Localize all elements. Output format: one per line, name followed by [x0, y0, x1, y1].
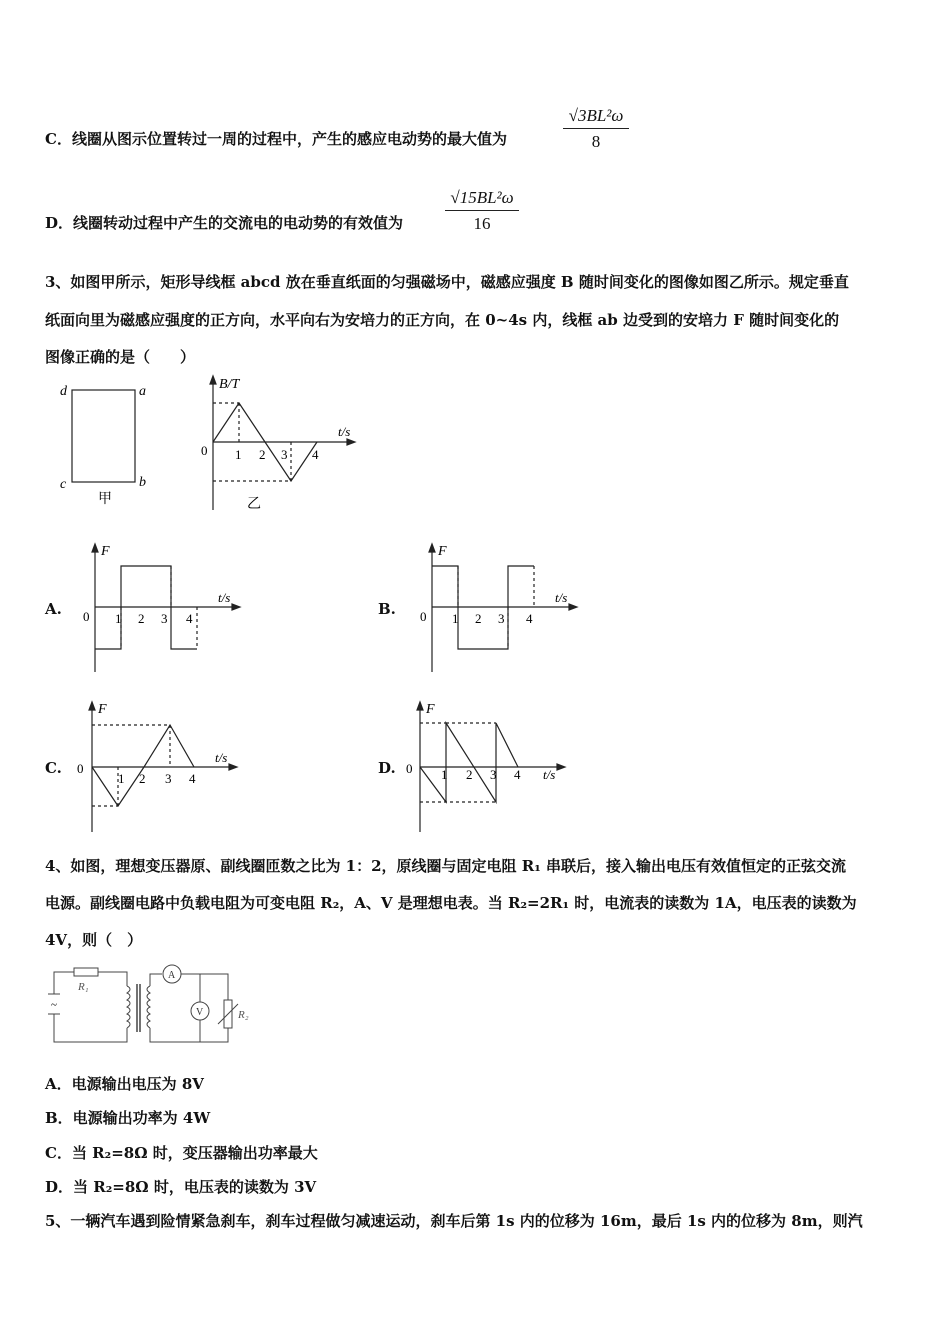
origin-label: 0 [201, 443, 208, 458]
caption-yi: 乙 [247, 497, 261, 512]
q2-option-d-fraction [445, 188, 519, 234]
wire [54, 1014, 127, 1042]
figure-jia [55, 380, 165, 510]
x-axis-arrow [232, 604, 240, 610]
x-axis-arrow [229, 764, 237, 770]
fraction-numerator: √3BL²ω [563, 106, 629, 129]
y-axis-arrow [417, 702, 423, 710]
option-label: D． [45, 214, 74, 232]
tick-label: 2 [138, 611, 145, 626]
tick-label: 3 [165, 771, 172, 786]
q4-option-d: D．当 R₂=8Ω 时，电压表的读数为 3V [45, 1178, 317, 1196]
q4-line-1: 4、如图，理想变压器原、副线圈匝数之比为 1：2，原线圈与固定电阻 R₁ 串联后，接入输出电压有效值恒定的正弦交流 [45, 857, 847, 875]
option-label: C． [45, 130, 72, 148]
y-axis-arrow [92, 544, 98, 552]
figure-yi [195, 372, 370, 514]
tick-label: 3 [281, 447, 288, 462]
fraction-numerator: √15BL²ω [445, 188, 519, 211]
option-text: 线圈转动过程中产生的交流电的电动势的有效值为 [73, 214, 404, 232]
x-axis-label: t/s [218, 590, 231, 605]
q2-option-c-fraction [563, 106, 629, 152]
option-a-label: A. [45, 600, 62, 618]
x-axis-label: t/s [555, 590, 568, 605]
tick-label: 2 [259, 447, 266, 462]
f-t-curve [420, 723, 518, 802]
option-b-graph[interactable] [412, 535, 582, 675]
option-text: 线圈从图示位置转过一周的过程中，产生的感应电动势的最大值为 [71, 130, 507, 148]
source-symbol: ~ [51, 999, 57, 1011]
secondary-coil [147, 986, 150, 1028]
wire [54, 972, 74, 994]
y-axis-label: F [98, 702, 107, 717]
q3-line-1: 3、如图甲所示，矩形导线框 abcd 放在垂直纸面的匀强磁场中，磁感应强度 B 随时间变化的图像如图乙所示。规定垂直 [45, 273, 849, 291]
f-t-curve [92, 725, 194, 806]
q4-option-a: A．电源输出电压为 8V [45, 1075, 204, 1093]
label-r1: R₁ [78, 981, 89, 993]
wire [98, 972, 127, 986]
origin-label: 0 [83, 609, 90, 624]
option-a-graph[interactable] [75, 535, 245, 675]
y-axis-arrow [429, 544, 435, 552]
q4-option-c: C．当 R₂=8Ω 时，变压器输出功率最大 [45, 1144, 318, 1162]
y-axis-label: B/T [219, 377, 240, 392]
primary-coil [127, 986, 130, 1028]
q4-line-3: 4V，则（ ） [45, 931, 143, 949]
label-d: d [60, 384, 67, 399]
fraction-denominator: 8 [591, 132, 601, 151]
x-axis-arrow [569, 604, 577, 610]
transformer-circuit [42, 962, 267, 1052]
tick-label: 4 [312, 447, 319, 462]
tick-label: 3 [498, 611, 505, 626]
y-axis-arrow [89, 702, 95, 710]
origin-label: 0 [77, 761, 84, 776]
y-axis-label: F [426, 702, 435, 717]
option-b-label: B. [378, 600, 396, 618]
rheostat-arrow [218, 1004, 238, 1024]
x-axis-arrow [557, 764, 565, 770]
tick-label: 1 [118, 771, 125, 786]
x-axis-arrow [347, 439, 355, 445]
origin-label: 0 [406, 761, 413, 776]
tick-label: 2 [139, 771, 146, 786]
tick-label: 4 [514, 767, 521, 782]
y-axis-arrow [210, 376, 216, 384]
wire [150, 974, 162, 986]
q2-option-d [45, 212, 403, 233]
q4-line-2: 电源。副线圈电路中负载电阻为可变电阻 R₂，A、V 是理想电表。当 R₂=2R₁ 时，电流表的读数为 1A，电压表的读数为 [45, 894, 857, 912]
resistor-r1 [74, 968, 98, 976]
x-axis-label: t/s [543, 767, 556, 782]
label-a: a [139, 384, 146, 399]
label-r2: R₂ [238, 1009, 249, 1021]
fraction-denominator: 16 [473, 214, 491, 233]
q3-line-2: 纸面向里为磁感应强度的正方向，水平向右为安培力的正方向，在 0~4s 内，线框 ab 边受到的安培力 F 随时间变化的 [45, 311, 840, 329]
wire [181, 974, 228, 1000]
tick-label: 4 [186, 611, 193, 626]
y-axis-label: F [101, 544, 110, 559]
tick-label: 1 [441, 767, 448, 782]
wire [150, 1028, 228, 1042]
tick-label: 2 [475, 611, 482, 626]
q4-option-b: B．电源输出功率为 4W [45, 1109, 211, 1127]
caption-jia: 甲 [98, 492, 112, 507]
tick-label: 4 [526, 611, 533, 626]
q2-option-c [45, 128, 507, 149]
voltmeter-label: V [196, 1007, 204, 1018]
tick-label: 2 [466, 767, 473, 782]
option-d-graph[interactable] [400, 695, 575, 835]
tick-label: 3 [490, 767, 497, 782]
origin-label: 0 [420, 609, 427, 624]
x-axis-label: t/s [215, 750, 228, 765]
label-b: b [139, 475, 146, 490]
ammeter-label: A [168, 970, 176, 981]
option-c-graph[interactable] [72, 695, 242, 835]
frame-rectangle [72, 390, 135, 482]
q5-line-1: 5、一辆汽车遇到险情紧急刹车，刹车过程做匀减速运动，刹车后第 1s 内的位移为 16m，最后 1s 内的位移为 8m，则汽 [45, 1212, 863, 1230]
tick-label: 4 [189, 771, 196, 786]
y-axis-label: F [438, 544, 447, 559]
option-c-label: C. [45, 759, 62, 777]
q3-line-3: 图像正确的是（ ） [45, 348, 196, 366]
tick-label: 1 [452, 611, 459, 626]
option-d-label: D. [378, 759, 396, 777]
x-axis-label: t/s [338, 424, 351, 439]
label-c: c [60, 477, 67, 492]
tick-label: 3 [161, 611, 168, 626]
tick-label: 1 [235, 447, 242, 462]
tick-label: 1 [115, 611, 122, 626]
